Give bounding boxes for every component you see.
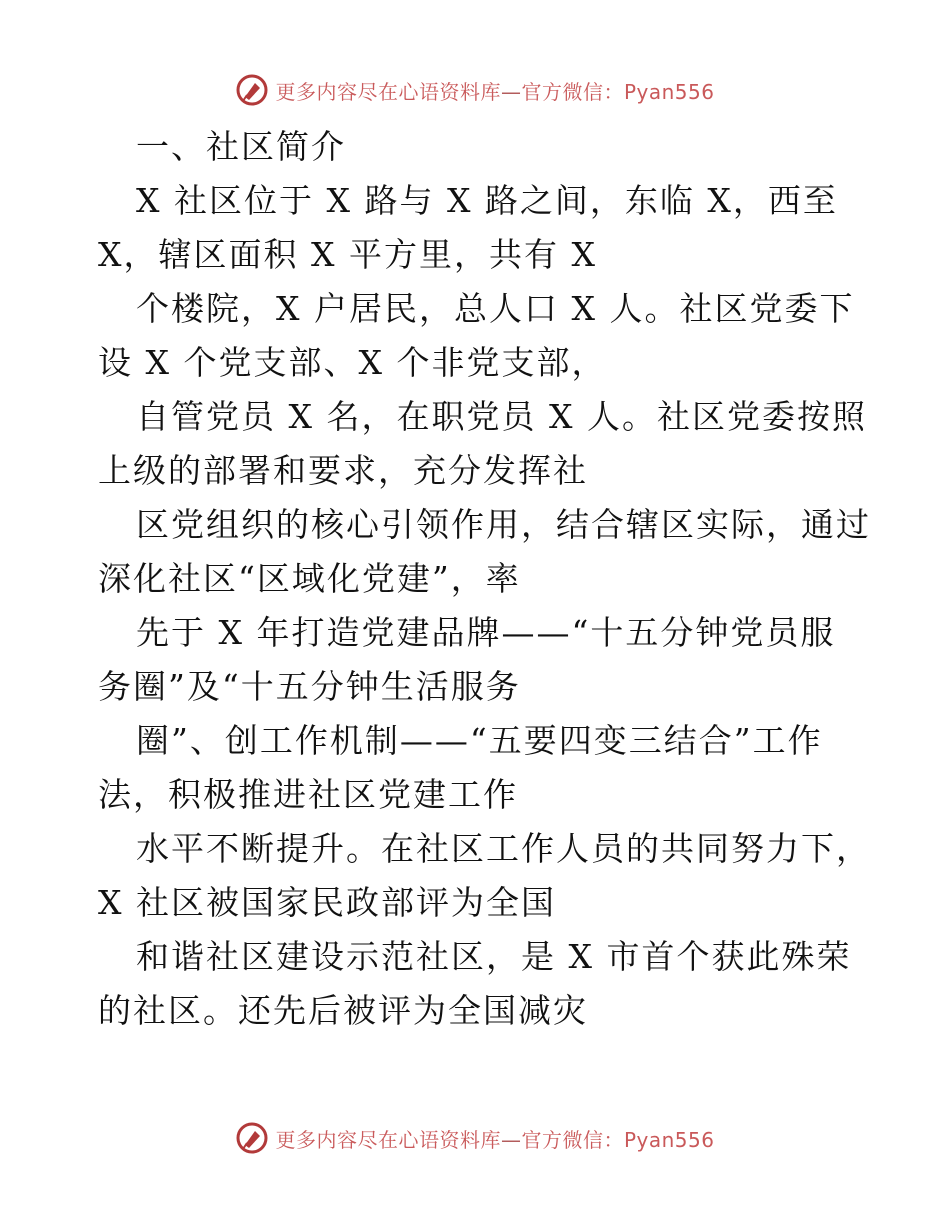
banner-dash: —	[500, 1127, 522, 1152]
paragraph-line: X 社区位于 X 路与 X 路之间，东临 X，西至	[136, 181, 838, 220]
paragraph-line: 设 X 个党支部、X 个非党支部，	[98, 343, 607, 382]
banner-slogan: 更多内容尽在心语资料库	[275, 79, 501, 104]
paragraph-line: 个楼院，X 户居民，总人口 X 人。社区党委下	[136, 289, 855, 328]
paragraph-line: 区党组织的核心引领作用，结合辖区实际，通过	[136, 505, 871, 544]
section-heading: 一、社区简介	[136, 127, 346, 166]
paragraph-line: X，辖区面积 X 平方里，共有 X	[98, 235, 597, 274]
paragraph-line: 自管党员 X 名，在职党员 X 人。社区党委按照	[136, 397, 867, 436]
paragraph-line: 法，积极推进社区党建工作	[98, 775, 518, 814]
header-banner	[0, 70, 950, 110]
document-body	[98, 120, 871, 1038]
banner-dash: —	[500, 79, 522, 104]
banner-slogan: 更多内容尽在心语资料库	[275, 1127, 501, 1152]
paragraph-line: 务圈”及“十五分钟生活服务	[98, 667, 521, 706]
paragraph-line: 先于 X 年打造党建品牌——“十五分钟党员服	[136, 613, 836, 652]
paragraph-line: 水平不断提升。在社区工作人员的共同努力下，	[136, 829, 871, 868]
banner-text	[275, 76, 714, 105]
banner-wechat: 官方微信：Pyan556	[521, 1127, 715, 1152]
footer-banner	[0, 1118, 950, 1158]
paragraph-line: 上级的部署和要求，充分发挥社	[98, 451, 588, 490]
pen-nib-logo-icon	[235, 1121, 269, 1155]
banner-wechat: 官方微信：Pyan556	[521, 79, 715, 104]
paragraph-line: X 社区被国家民政部评为全国	[98, 883, 556, 922]
paragraph-line: 和谐社区建设示范社区，是 X 市首个获此殊荣	[136, 937, 852, 976]
paragraph-line: 深化社区“区域化党建”，率	[98, 559, 521, 598]
paragraph-line: 的社区。还先后被评为全国减灾	[98, 991, 588, 1030]
pen-nib-logo-icon	[235, 73, 269, 107]
paragraph-line: 圈”、创工作机制——“五要四变三结合”工作	[136, 721, 823, 760]
banner-text	[275, 1124, 714, 1153]
